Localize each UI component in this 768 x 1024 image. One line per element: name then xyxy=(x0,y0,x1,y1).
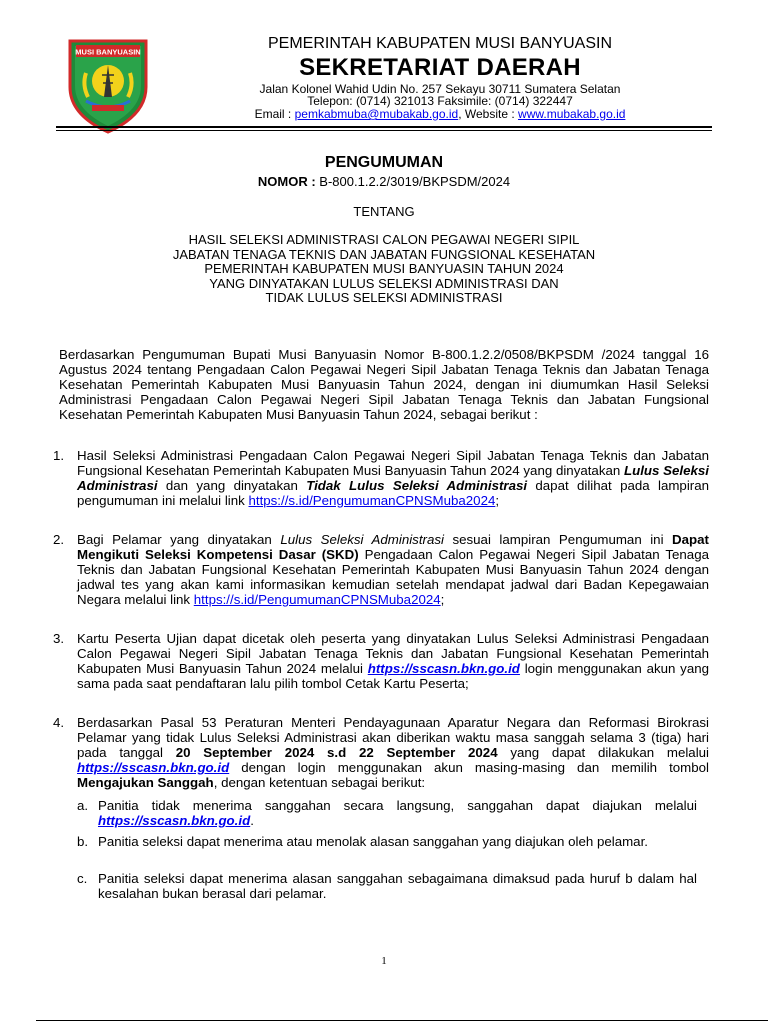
subitem-b: Panitia seleksi dapat menerima atau menolak alasan sanggahan yang diajukan oleh pelamar. xyxy=(98,834,648,849)
item-text: dan yang dinyatakan xyxy=(157,478,307,493)
subitem-c: Panitia seleksi dapat menerima alasan sanggahan sebagaimana dimaksud pada huruf b dalam hal kesalahan bukan berasal dari pelamar. xyxy=(98,871,697,901)
letterhead-divider-thin xyxy=(56,130,712,131)
item-number: 3. xyxy=(53,631,65,646)
announcement-link[interactable]: https://s.id/PengumumanCPNSMuba2024 xyxy=(248,493,496,508)
office-name: SEKRETARIAT DAERAH xyxy=(299,54,581,81)
office-phone: Telepon: (0714) 321013 Faksimile: (0714) 322447 xyxy=(307,94,573,108)
item-number: 4. xyxy=(53,715,65,730)
item-text: , dengan ketentuan sebagai berikut: xyxy=(213,775,426,790)
announcement-link[interactable]: https://s.id/PengumumanCPNSMuba2024 xyxy=(193,592,441,607)
item-text: login menggunakan akun yang sama pada saat pendaftaran lalu pilih tombol Cetak Kartu Peserta; xyxy=(77,661,710,691)
email-link[interactable]: pemkabmuba@mubakab.go.id xyxy=(294,107,459,121)
item-text: Kartu Peserta Ujian dapat dicetak oleh peserta yang dinyatakan Lulus Seleksi Administrasi Pengadaan Calon Pegawai Negeri Sipil Jabatan Tenaga Teknis dan Jabatan Fungsional Kesehatan Pemerintah Kabupaten Musi Banyuasin Tahun 2024 melalui xyxy=(77,631,709,676)
item-emphasis: Dapat Mengikuti Seleksi Kompetensi Dasar (SKD) xyxy=(77,532,709,562)
item-emphasis: Tidak Lulus Seleksi Administrasi xyxy=(306,478,528,493)
subitem-letter: a. xyxy=(77,798,89,813)
email-label: Email : xyxy=(254,107,295,121)
item-text: sesuai lampiran Pengumuman ini xyxy=(443,532,673,547)
item-number: 1. xyxy=(53,448,65,463)
item-3 xyxy=(77,631,709,691)
item-text: Bagi Pelamar yang dinyatakan xyxy=(77,532,281,547)
item-text: ; xyxy=(440,592,445,607)
subject-line: TIDAK LULUS SELEKSI ADMINISTRASI xyxy=(265,290,503,305)
item-text: ; xyxy=(495,493,500,508)
website-label: , Website : xyxy=(458,107,519,121)
number-label: NOMOR : xyxy=(257,174,320,189)
number-value: B-800.1.2.2/3019/BKPSDM/2024 xyxy=(319,174,511,189)
page-number: 1 xyxy=(381,955,387,967)
item-text: dengan login menggunakan akun masing-masing dan memilih tombol xyxy=(229,760,709,775)
office-address: Jalan Kolonel Wahid Udin No. 257 Sekayu 30711 Sumatera Selatan xyxy=(259,82,621,96)
item-text: . xyxy=(250,813,254,828)
item-emphasis: Lulus Seleksi Administrasi xyxy=(77,463,709,493)
sscasn-link[interactable]: https://sscasn.bkn.go.id xyxy=(98,813,251,828)
item-emphasis: Mengajukan Sanggah xyxy=(77,775,214,790)
website-link[interactable]: www.mubakab.go.id xyxy=(518,107,626,121)
intro-paragraph: Berdasarkan Pengumuman Bupati Musi Banyuasin Nomor B-800.1.2.2/0508/BKPSDM /2024 tanggal 16 Agustus 2024 tentang Pengadaan Calon Pegawai Negeri Sipil Jabatan Tenaga Teknis dan Jabatan Tenaga Kesehatan Pemerintah Kabupaten Musi Banyuasin Tahun 2024, dengan ini diumumkan Hasil Seleksi Administrasi Pengadaan Calon Pegawai Negeri Sipil Jabatan Tenaga Teknis dan Jabatan Fungsional Kesehatan Pemerintah Kabupaten Musi Banyuasin Tahun 2024, sebagai berikut : xyxy=(59,347,709,422)
sscasn-link[interactable]: https://sscasn.bkn.go.id xyxy=(367,661,520,676)
item-text: yang dapat dilakukan melalui xyxy=(497,745,709,760)
musi-banyuasin-emblem-icon xyxy=(62,35,154,135)
subject-line: PEMERINTAH KABUPATEN MUSI BANYUASIN TAHUN 2024 xyxy=(204,261,564,276)
announcement-title: PENGUMUMAN xyxy=(324,154,444,171)
subject-line: HASIL SELEKSI ADMINISTRASI CALON PEGAWAI NEGERI SIPIL xyxy=(188,232,580,247)
office-contact xyxy=(160,107,720,121)
logo-text: MUSI BANYUASIN xyxy=(75,47,141,57)
item-text: Hasil Seleksi Administrasi Pengadaan Calon Pegawai Negeri Sipil Jabatan Tenaga Teknis dan Jabatan Fungsional Kesehatan Pemerintah Kabupaten Musi Banyuasin Tahun 2024 yang dinyatakan xyxy=(77,448,709,478)
announcement-number xyxy=(100,174,668,190)
subitem-letter: b. xyxy=(77,834,89,849)
item-number: 2. xyxy=(53,532,65,547)
subject-line: JABATAN TENAGA TEKNIS DAN JABATAN FUNGSIONAL KESEHATAN xyxy=(172,246,596,262)
letterhead-divider-thick xyxy=(56,126,712,128)
item-text: Berdasarkan Pasal 53 Peraturan Menteri Pendayagunaan Aparatur Negara dan Reformasi Birokrasi Pelamar yang tidak Lulus Seleksi Administrasi akan diberikan waktu masa sanggah selama 3 (tiga) hari pada tanggal xyxy=(77,715,709,760)
item-text: dapat dilihat pada lampiran pengumuman ini melalui link xyxy=(77,478,709,508)
subject-line: YANG DINYATAKAN LULUS SELEKSI ADMINISTRASI DAN xyxy=(209,275,559,291)
item-text: Panitia tidak menerima sanggahan secara langsung, sanggahan dapat diajukan melalui xyxy=(98,798,697,813)
item-text: Pengadaan Calon Pegawai Negeri Sipil Jabatan Tenaga Teknis dan Jabatan Fungsional Kesehatan Pemerintah Kabupaten Musi Banyuasin Tahun 2024 dengan jadwal tes yang akan kami informasikan kemudian setelah mendapat jadwal dari Badan Kepegawaian Negara melalui link xyxy=(77,547,709,607)
regency-logo xyxy=(62,35,154,135)
subitem-letter: c. xyxy=(77,871,88,886)
footer-divider xyxy=(36,1020,768,1021)
item-4 xyxy=(77,715,709,790)
announcement-about: TENTANG xyxy=(353,204,415,219)
item-emphasis: Lulus Seleksi Administrasi xyxy=(280,532,444,547)
item-2 xyxy=(77,532,709,607)
government-name: PEMERINTAH KABUPATEN MUSI BANYUASIN xyxy=(267,35,613,52)
subitem-a xyxy=(98,798,697,828)
sscasn-link[interactable]: https://sscasn.bkn.go.id xyxy=(77,760,230,775)
item-1 xyxy=(77,448,709,508)
item-emphasis: 20 September 2024 s.d 22 September 2024 xyxy=(175,745,498,760)
announcement-subject xyxy=(80,233,688,306)
